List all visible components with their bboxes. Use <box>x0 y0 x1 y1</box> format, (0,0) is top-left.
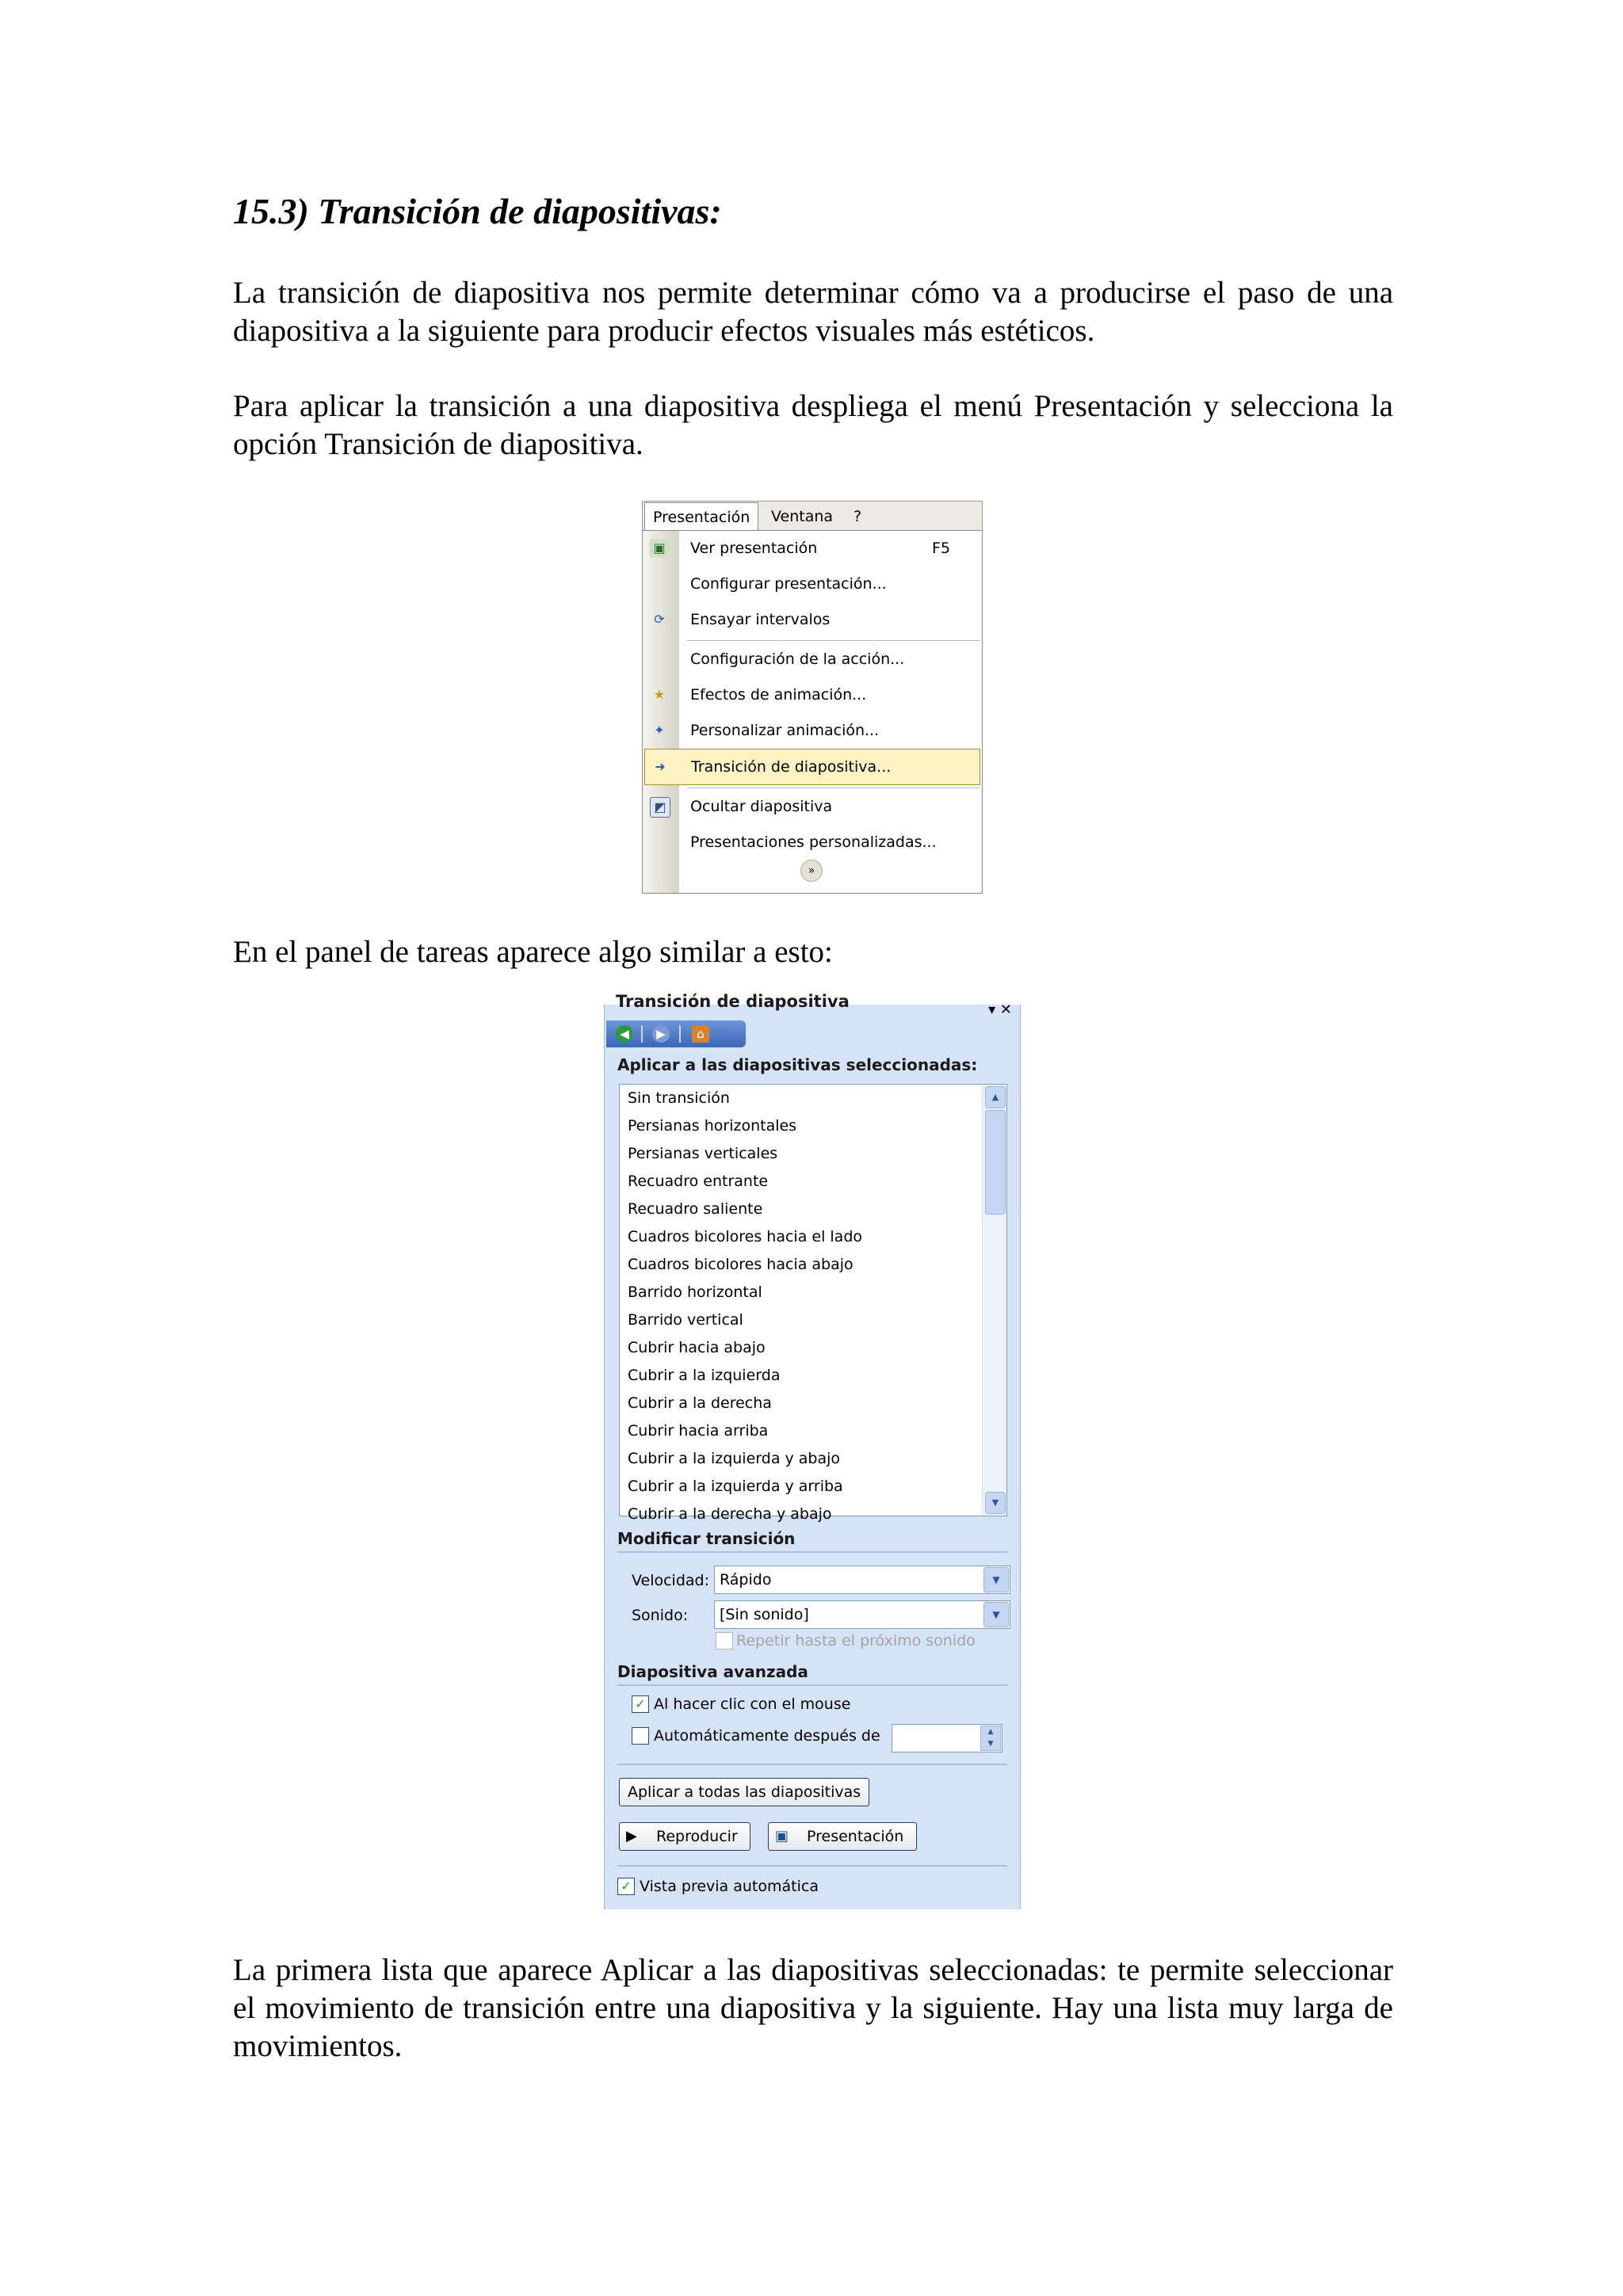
list-item[interactable]: Persianas verticales <box>628 1145 778 1162</box>
play-icon: ▶ <box>626 1828 637 1844</box>
autopreview-checkbox[interactable]: ✓ <box>617 1878 635 1895</box>
scroll-thumb[interactable] <box>985 1110 1006 1215</box>
forward-icon[interactable]: ▶ <box>652 1025 670 1043</box>
home-icon[interactable]: ⌂ <box>692 1025 709 1043</box>
slideshow-icon: ▣ <box>650 539 669 558</box>
slide-transition-icon: ➜ <box>655 759 666 774</box>
advance-slide-label: Diapositiva avanzada <box>617 1662 808 1681</box>
menu-item-label: Efectos de animación... <box>690 686 867 704</box>
modify-transition-label: Modificar transición <box>617 1529 796 1548</box>
menu-item-personalizar-animacion[interactable] <box>643 713 982 748</box>
list-scrollbar[interactable] <box>982 1085 1006 1516</box>
list-item[interactable]: Cuadros bicolores hacia abajo <box>628 1256 854 1273</box>
list-item[interactable]: Cuadros bicolores hacia el lado <box>628 1228 863 1245</box>
on-click-checkbox[interactable]: ✓ <box>632 1695 649 1713</box>
double-chevron-down-icon[interactable]: » <box>800 860 823 882</box>
menu-item-ensayar-intervalos[interactable] <box>643 602 982 637</box>
list-item[interactable]: Cubrir a la izquierda y abajo <box>628 1450 841 1467</box>
list-item[interactable]: Cubrir a la derecha <box>628 1394 772 1412</box>
pane-title: Transición de diapositiva <box>616 992 850 1011</box>
list-item[interactable]: Barrido vertical <box>628 1311 743 1329</box>
menu-item-presentaciones-personalizadas[interactable] <box>643 825 982 860</box>
list-item[interactable]: Persianas horizontales <box>628 1117 797 1135</box>
menu-item-ocultar-diapositiva[interactable] <box>643 789 982 824</box>
section-heading: 15.3) Transición de diapositivas: <box>233 191 722 231</box>
list-item[interactable]: Recuadro entrante <box>628 1173 769 1190</box>
speed-value: Rápido <box>720 1571 772 1589</box>
list-item[interactable]: Cubrir hacia arriba <box>628 1422 769 1440</box>
autopreview-label: Vista previa automática <box>640 1878 819 1895</box>
play-button-label: Reproducir <box>656 1828 738 1845</box>
sound-dropdown[interactable] <box>714 1600 1010 1629</box>
rehearse-timings-icon: ⟳ <box>654 612 665 627</box>
section-divider <box>617 1551 1007 1553</box>
sound-value: [Sin sonido] <box>720 1606 809 1623</box>
list-item[interactable]: Cubrir hacia abajo <box>628 1339 766 1356</box>
on-click-label: Al hacer clic con el mouse <box>654 1695 851 1713</box>
list-item[interactable]: Cubrir a la derecha y abajo <box>628 1505 832 1523</box>
menu-item-ver-presentacion[interactable] <box>643 531 982 566</box>
section-divider <box>617 1764 1007 1765</box>
sound-label: Sonido: <box>632 1607 689 1624</box>
loop-sound-checkbox[interactable] <box>716 1632 733 1650</box>
menu-bar <box>642 501 983 532</box>
auto-advance-time-input[interactable] <box>892 1724 1002 1753</box>
apply-selected-label: Aplicar a las diapositivas seleccionadas: <box>617 1055 978 1074</box>
section-divider <box>617 1865 1007 1867</box>
menu-help[interactable]: ? <box>854 508 862 525</box>
back-icon[interactable]: ◀ <box>616 1025 633 1043</box>
nav-separator <box>641 1025 643 1043</box>
list-item[interactable]: Cubrir a la izquierda y arriba <box>628 1478 843 1495</box>
menu-item-label: Ver presentación <box>690 540 818 557</box>
scroll-up-icon[interactable]: ▲ <box>985 1086 1006 1108</box>
list-item[interactable]: Recuadro saliente <box>628 1200 763 1218</box>
slide-transition-task-pane <box>604 992 1021 1909</box>
auto-advance-label: Automáticamente después de <box>654 1727 880 1745</box>
spinner-arrows-icon[interactable]: ▲ ▼ <box>980 1726 1001 1751</box>
section-divider <box>617 1684 1007 1686</box>
apply-all-button[interactable]: Aplicar a todas las diapositivas <box>619 1778 869 1806</box>
slideshow-icon: ▣ <box>775 1828 789 1844</box>
menu-item-label: Ocultar diapositiva <box>690 798 833 815</box>
menu-item-label: Transición de diapositiva... <box>691 758 892 776</box>
presentation-dropdown <box>642 530 983 894</box>
menu-item-label: Ensayar intervalos <box>690 611 831 628</box>
speed-label: Velocidad: <box>632 1572 710 1589</box>
animation-effects-icon: ★ <box>653 687 666 702</box>
menu-item-configuracion-accion[interactable] <box>643 642 982 677</box>
task-pane-intro: En el panel de tareas aparece algo similar a esto: <box>233 935 833 969</box>
chevron-down-icon[interactable]: ▼ <box>983 1602 1009 1627</box>
menu-item-transicion-diapositiva[interactable] <box>644 749 980 785</box>
menu-presentacion[interactable]: Presentación <box>644 502 758 532</box>
auto-advance-checkbox[interactable] <box>632 1727 649 1745</box>
loop-sound-label: Repetir hasta el próximo sonido <box>736 1632 976 1650</box>
menu-separator <box>687 640 980 641</box>
presentation-menu-screenshot <box>642 501 983 894</box>
play-button[interactable] <box>619 1822 750 1851</box>
menu-item-efectos-animacion[interactable] <box>643 677 982 712</box>
custom-animation-icon: ✦ <box>654 723 665 738</box>
hide-slide-icon: ◩ <box>650 797 670 818</box>
scroll-down-icon[interactable]: ▼ <box>985 1492 1006 1514</box>
slideshow-button-label: Presentación <box>807 1828 904 1845</box>
menu-ventana[interactable]: Ventana <box>771 508 834 525</box>
menu-item-label: Presentaciones personalizadas... <box>690 833 937 851</box>
menu-item-shortcut: F5 <box>931 540 950 557</box>
menu-item-label: Configuración de la acción... <box>690 650 905 668</box>
menu-item-configurar-presentacion[interactable] <box>643 566 982 601</box>
list-item[interactable]: Barrido horizontal <box>628 1283 762 1301</box>
list-item[interactable]: Sin transición <box>628 1089 730 1107</box>
slideshow-button[interactable] <box>768 1822 917 1851</box>
pane-title-controls[interactable]: ▾ ✕ <box>988 1001 1012 1018</box>
intro-paragraph: La transición de diapositiva nos permite determinar cómo va a producirse el paso de una diapositiva a la siguiente para producir efectos visuales más estéticos. <box>233 276 1393 348</box>
chevron-down-icon[interactable]: ▼ <box>983 1567 1009 1592</box>
list-item[interactable]: Cubrir a la izquierda <box>628 1367 781 1384</box>
pane-navigation-bar <box>606 1020 746 1047</box>
nav-separator <box>679 1025 681 1043</box>
menu-item-label: Personalizar animación... <box>690 722 880 739</box>
menu-item-label: Configurar presentación... <box>690 575 887 593</box>
transition-list[interactable] <box>619 1084 1007 1523</box>
speed-dropdown[interactable] <box>714 1566 1010 1594</box>
closing-paragraph: La primera lista que aparece Aplicar a las diapositivas seleccionadas: te permite seleccionar el movimiento de transición entre una diapositiva y la siguiente. Hay una lista muy larga de movimientos. <box>233 1953 1393 2063</box>
instruction-paragraph: Para aplicar la transición a una diapositiva despliega el menú Presentación y selecciona la opción Transición de diapositiva. <box>233 389 1393 461</box>
